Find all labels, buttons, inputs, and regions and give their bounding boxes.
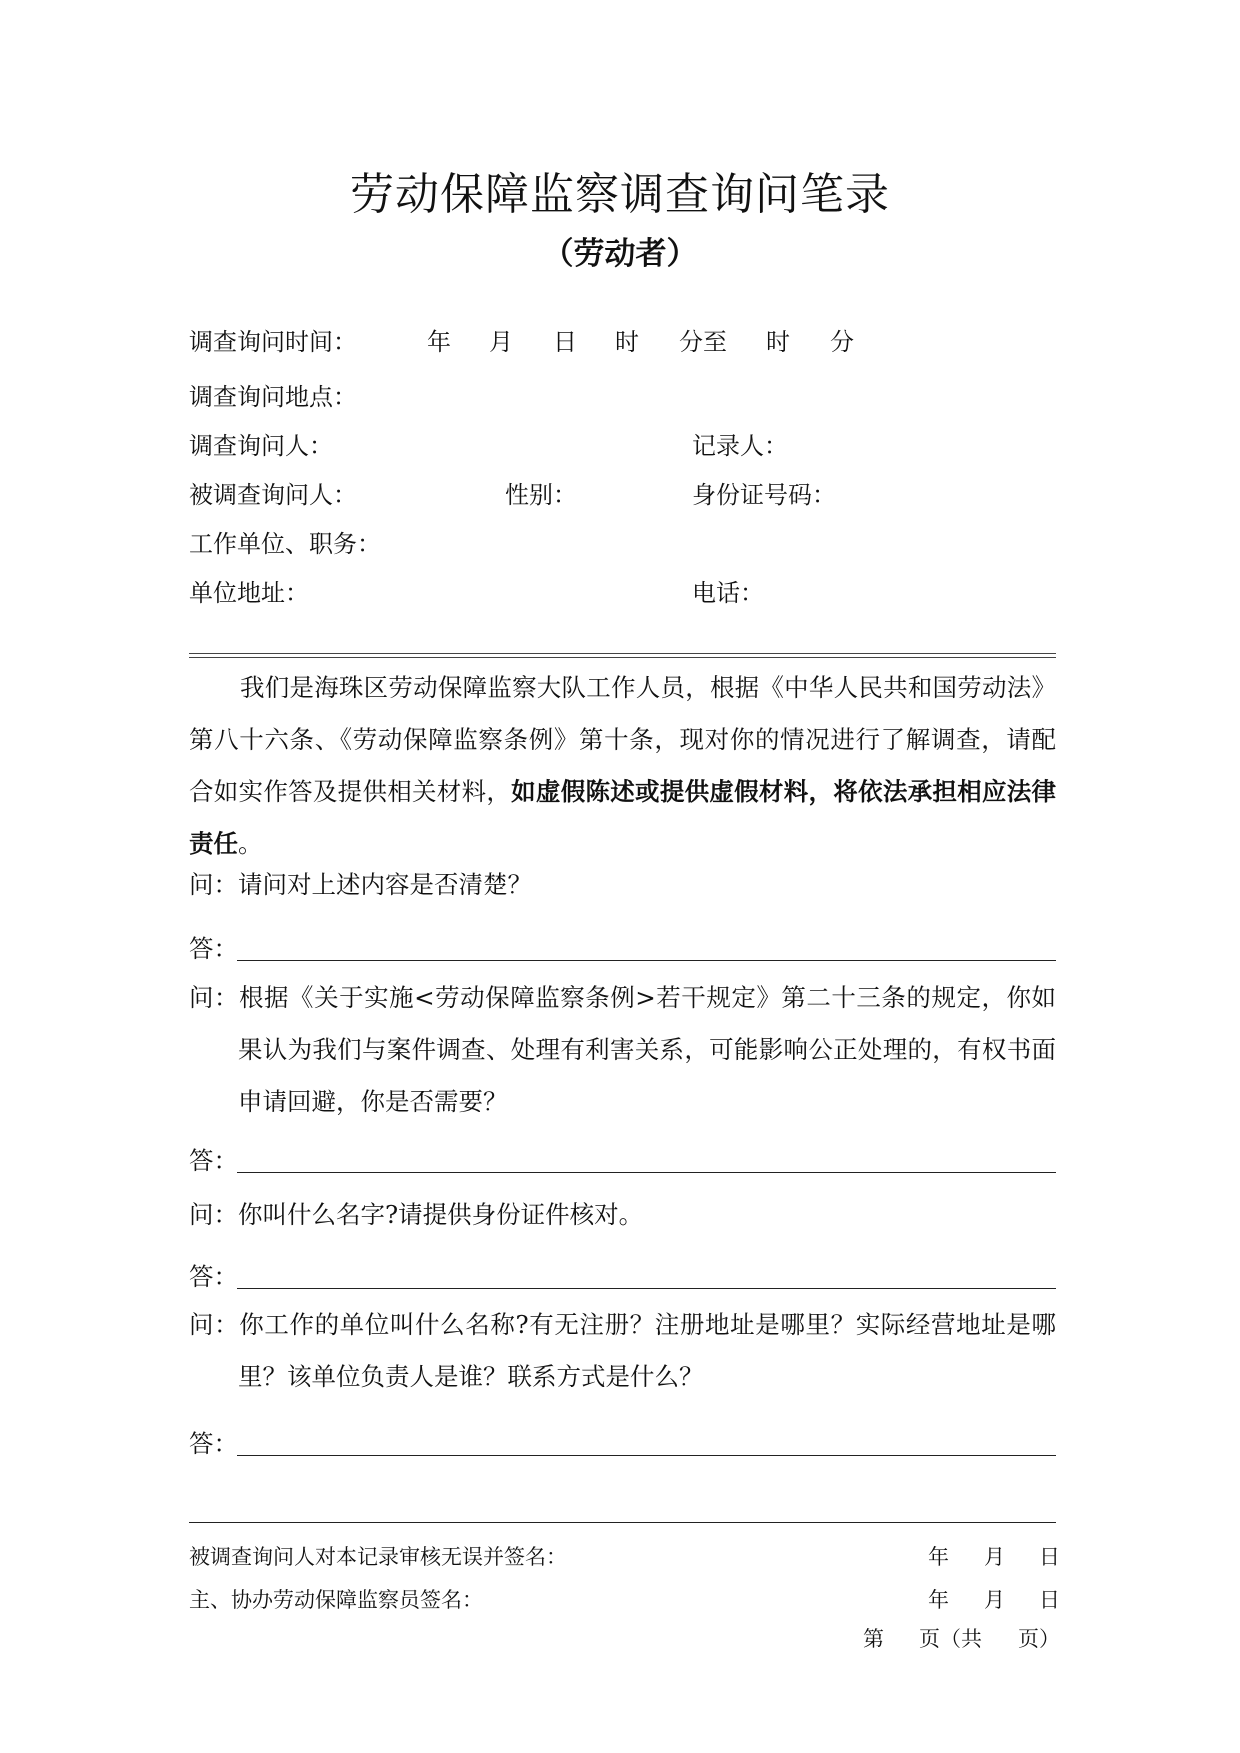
question-1: 问：请问对上述内容是否清楚？ bbox=[189, 870, 532, 899]
recorder-label: 记录人： bbox=[692, 432, 788, 460]
time-unit-hour2: 时 bbox=[766, 328, 790, 356]
divider-double-bottom bbox=[189, 657, 1056, 658]
answer-4-line[interactable] bbox=[237, 1455, 1056, 1456]
subject-signature-label: 被调查询问人对本记录审核无误并签名： bbox=[189, 1545, 567, 1569]
unit-address-label: 单位地址： bbox=[189, 579, 309, 607]
footer-separator bbox=[189, 1522, 1056, 1523]
time-unit-year: 年 bbox=[427, 328, 451, 356]
sign1-month: 月 bbox=[984, 1545, 1005, 1569]
gender-label: 性别： bbox=[505, 481, 577, 509]
time-unit-month: 月 bbox=[489, 328, 513, 356]
time-unit-hour: 时 bbox=[615, 328, 639, 356]
answer-1-label: 答： bbox=[189, 934, 238, 963]
divider-double-top bbox=[189, 653, 1056, 654]
answer-2-label: 答： bbox=[189, 1146, 238, 1175]
sign2-day: 日 bbox=[1039, 1588, 1060, 1612]
page-title: 劳动保障监察调查询问笔录 bbox=[350, 169, 890, 220]
sign2-year: 年 bbox=[928, 1588, 949, 1612]
question-2: 问：根据《关于实施<劳动保障监察条例>若干规定》第二十三条的规定，你如果认为我们与案件调查、处理有利害关系，可能影响公正处理的，有权书面申请回避，你是否需要？ bbox=[189, 983, 1056, 1116]
page-number-prefix: 第 bbox=[863, 1627, 884, 1651]
answer-3-label: 答： bbox=[189, 1262, 238, 1291]
place-label: 调查询问地点： bbox=[189, 383, 357, 411]
sign1-day: 日 bbox=[1039, 1545, 1060, 1569]
answer-3-line[interactable] bbox=[237, 1288, 1056, 1289]
inspector-signature-label: 主、协办劳动保障监察员签名： bbox=[189, 1588, 483, 1612]
intro-paragraph: 我们是海珠区劳动保障监察大队工作人员，根据《中华人民共和国劳动法》第八十六条、《劳动保障监察条例》第十条，现对你的情况进行了解调查，请配合如实作答及提供相关材料，如虚假陈述或提供虚假材料，将依法承担相应法律责任。 bbox=[189, 673, 1057, 858]
time-label: 调查询问时间： bbox=[189, 328, 357, 356]
work-unit-label: 工作单位、职务： bbox=[189, 530, 381, 558]
question-3: 问：你叫什么名字?请提供身份证件核对。 bbox=[189, 1200, 644, 1229]
time-unit-day: 日 bbox=[553, 328, 577, 356]
id-number-label: 身份证号码： bbox=[692, 481, 836, 509]
time-unit-minute2: 分 bbox=[830, 328, 854, 356]
page-total-suffix: 页） bbox=[1018, 1627, 1060, 1651]
sign1-year: 年 bbox=[928, 1545, 949, 1569]
page-total-prefix: 页（共 bbox=[919, 1627, 982, 1651]
question-4: 问：你工作的单位叫什么名称?有无注册？注册地址是哪里？实际经营地址是哪里？该单位负责人是谁？联系方式是什么？ bbox=[189, 1310, 1056, 1391]
phone-label: 电话： bbox=[692, 579, 764, 607]
intro-warning: 如虚假陈述或提供虚假材料，将依法承担相应法律责任 bbox=[189, 777, 1057, 858]
time-unit-minute-to: 分至 bbox=[679, 328, 727, 356]
sign2-month: 月 bbox=[984, 1588, 1005, 1612]
subject-label: 被调查询问人： bbox=[189, 481, 357, 509]
inquirer-label: 调查询问人： bbox=[189, 432, 333, 460]
answer-4-label: 答： bbox=[189, 1429, 238, 1458]
page-subtitle: （劳动者） bbox=[542, 236, 698, 272]
answer-1-line[interactable] bbox=[237, 960, 1056, 961]
answer-2-line[interactable] bbox=[237, 1172, 1056, 1173]
